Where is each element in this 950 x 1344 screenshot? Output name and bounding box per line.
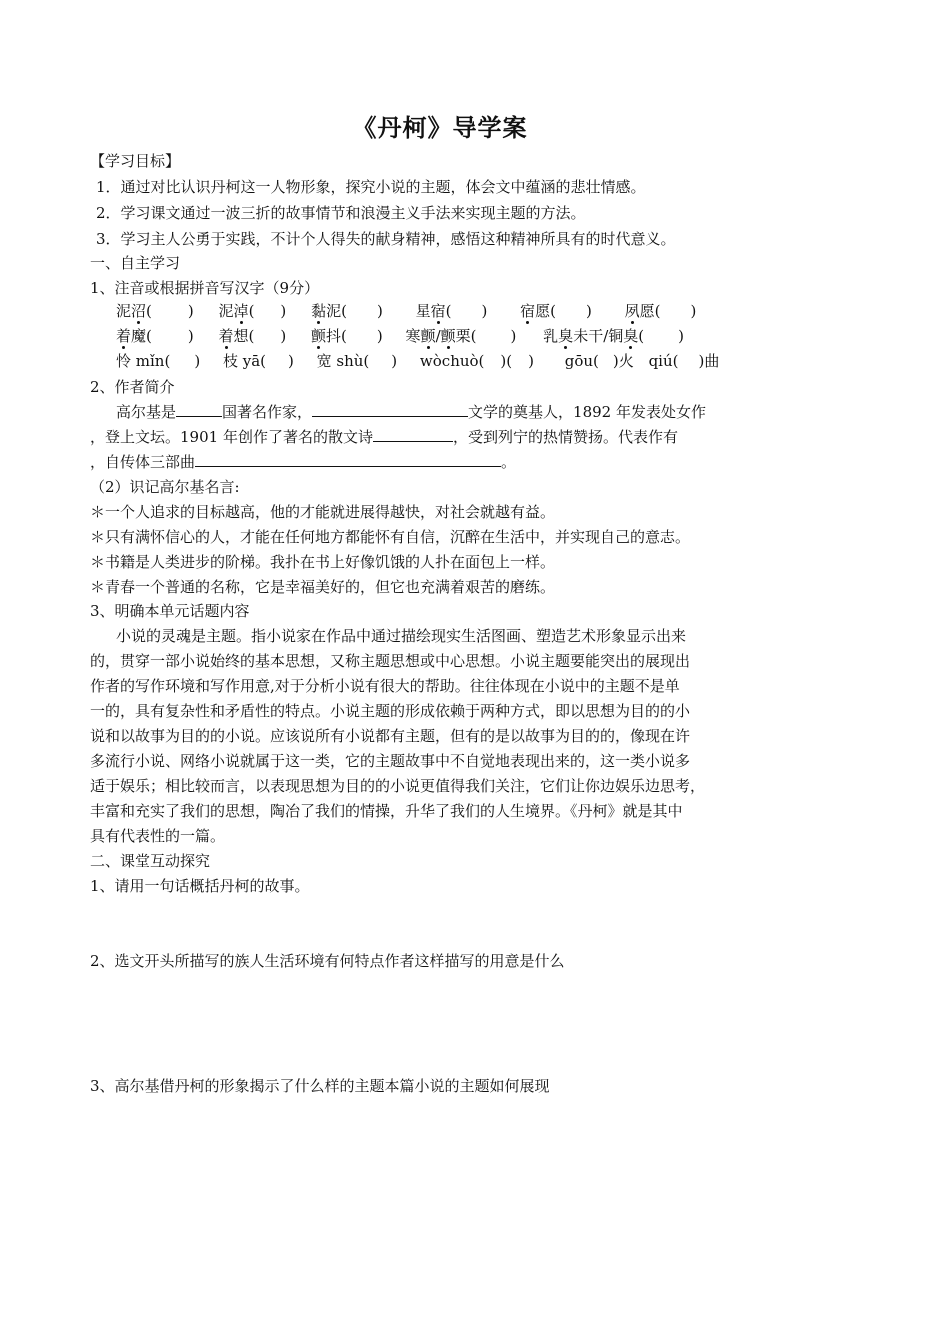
section-heading: 一、自主学习 (90, 254, 181, 272)
pinyin-item: 着魔( (116, 327, 152, 345)
quotes-heading: （2）识记高尔基名言: (90, 478, 240, 496)
pinyin-item: 星宿( (415, 302, 452, 320)
objective-item: 1．通过对比认识丹柯这一人物形象，探究小说的主题，体会文中蕴涵的悲壮情感。 (96, 178, 646, 196)
topic-paragraph-line: 具有代表性的一篇。 (90, 827, 226, 845)
topic-paragraph-line: 适于娱乐；相比较而言，以表现思想为目的的小说更值得我们关注，它们让你边娱乐边思考， (90, 777, 706, 795)
topic-paragraph-line: 的，贯穿一部小说始终的基本思想，又称主题思想或中心思想。小说主题要能突出的展现出 (90, 652, 691, 670)
pinyin-item: wòchuò( (419, 352, 485, 370)
discussion-question: 1、请用一句话概括丹柯的故事。 (90, 877, 310, 895)
document-title: 《丹柯》导学案 (352, 114, 528, 142)
question-heading: 2、作者简介 (90, 378, 175, 396)
author-line: ，登上文坛。1901 年创作了著名的散文诗 ，受到列宁的热情赞扬。代表作有 (90, 428, 678, 446)
topic-paragraph-line: 一的，具有复杂性和矛盾性的特点。小说主题的形成依赖于两种方式，即以思想为目的的小 (90, 702, 691, 720)
discussion-question: 3、高尔基借丹柯的形象揭示了什么样的主题本篇小说的主题如何展现 (90, 1077, 550, 1095)
pinyin-item: 宿愿( (520, 302, 556, 320)
quote-item: ＊只有满怀信心的人，才能在任何地方都能怀有自信，沉醉在生活中，并实现自己的意志。 (90, 528, 691, 546)
pinyin-item: 枝 yā( (222, 352, 266, 370)
objectives-heading: 【学习目标】 (90, 152, 181, 170)
pinyin-item: 泥淖( (218, 302, 255, 320)
pinyin-item: 寒颤/颤栗( (405, 327, 477, 345)
author-line: 高尔基是 国著名作家， 文学的奠基人，1892 年发表处女作 (116, 403, 706, 421)
topic-paragraph-line: 说和以故事为目的的小说。应该说所有小说都有主题，但有的是以故事为目的的，像现在许 (90, 727, 691, 745)
answer-blank[interactable] (176, 402, 222, 417)
pinyin-row-1: 泥沼( ) 泥淖( ) 黏泥( ) 星宿( ) 宿愿( ) 夙愿( ) (116, 302, 697, 320)
answer-blank[interactable] (195, 452, 501, 467)
pinyin-item: gōu( (564, 352, 599, 370)
discussion-question: 2、选文开头所描写的族人生活环境有何特点作者这样描写的用意是什么 (90, 952, 565, 970)
pinyin-row-3: 怜 mǐn( ) 枝 yā( ) 宽 shù( ) wòchuò( )( ) gōu( )火 qiú( )曲 (116, 352, 720, 370)
question-heading: 3、明确本单元话题内容 (90, 602, 250, 620)
quote-item: ＊书籍是人类进步的阶梯。我扑在书上好像饥饿的人扑在面包上一样。 (90, 553, 556, 571)
topic-paragraph-line: 丰富和充实了我们的思想，陶冶了我们的情操，升华了我们的人生境界。《丹柯》就是其中 (90, 802, 683, 820)
pinyin-item: 宽 shù( (316, 352, 370, 370)
quote-item: ＊青春一个普通的名称，它是幸福美好的，但它也充满着艰苦的磨练。 (90, 578, 556, 596)
pinyin-item: 颤抖( (311, 327, 347, 345)
pinyin-item: 怜 mǐn( (116, 352, 171, 370)
answer-blank[interactable] (312, 402, 468, 417)
pinyin-row-2: 着魔( ) 着想( ) 颤抖( ) 寒颤/颤栗( ) 乳臭未干/铜臭( ) (116, 327, 684, 345)
pinyin-item: 着想( (218, 327, 255, 345)
topic-paragraph-line: 小说的灵魂是主题。指小说家在作品中通过描绘现实生活图画、塑造艺术形象显示出来 (116, 627, 687, 645)
answer-blank[interactable] (373, 427, 453, 442)
author-line: ，自传体三部曲 。 (90, 453, 517, 471)
topic-paragraph-line: 多流行小说、网络小说就属于这一类，它的主题故事中不自觉地表现出来的，这一类小说多 (90, 752, 691, 770)
question-heading: 1、注音或根据拼音写汉字（9分） (90, 279, 320, 297)
section-heading: 二、课堂互动探究 (90, 852, 211, 870)
objective-item: 3．学习主人公勇于实践，不计个人得失的献身精神，感悟这种精神所具有的时代意义。 (96, 230, 676, 248)
pinyin-item: 乳臭未干/铜臭( (543, 327, 645, 345)
pinyin-item: qiú( (648, 352, 679, 370)
objective-item: 2．学习课文通过一波三折的故事情节和浪漫主义手法来实现主题的方法。 (96, 204, 586, 222)
topic-paragraph-line: 作者的写作环境和写作用意,对于分析小说有很大的帮助。往往体现在小说中的主题不是单 (90, 677, 680, 695)
pinyin-item: 黏泥( (311, 302, 347, 320)
pinyin-item: 泥沼( (116, 302, 152, 320)
pinyin-item: 夙愿( (624, 302, 661, 320)
quote-item: ＊一个人追求的目标越高，他的才能就进展得越快，对社会就越有益。 (90, 503, 556, 521)
